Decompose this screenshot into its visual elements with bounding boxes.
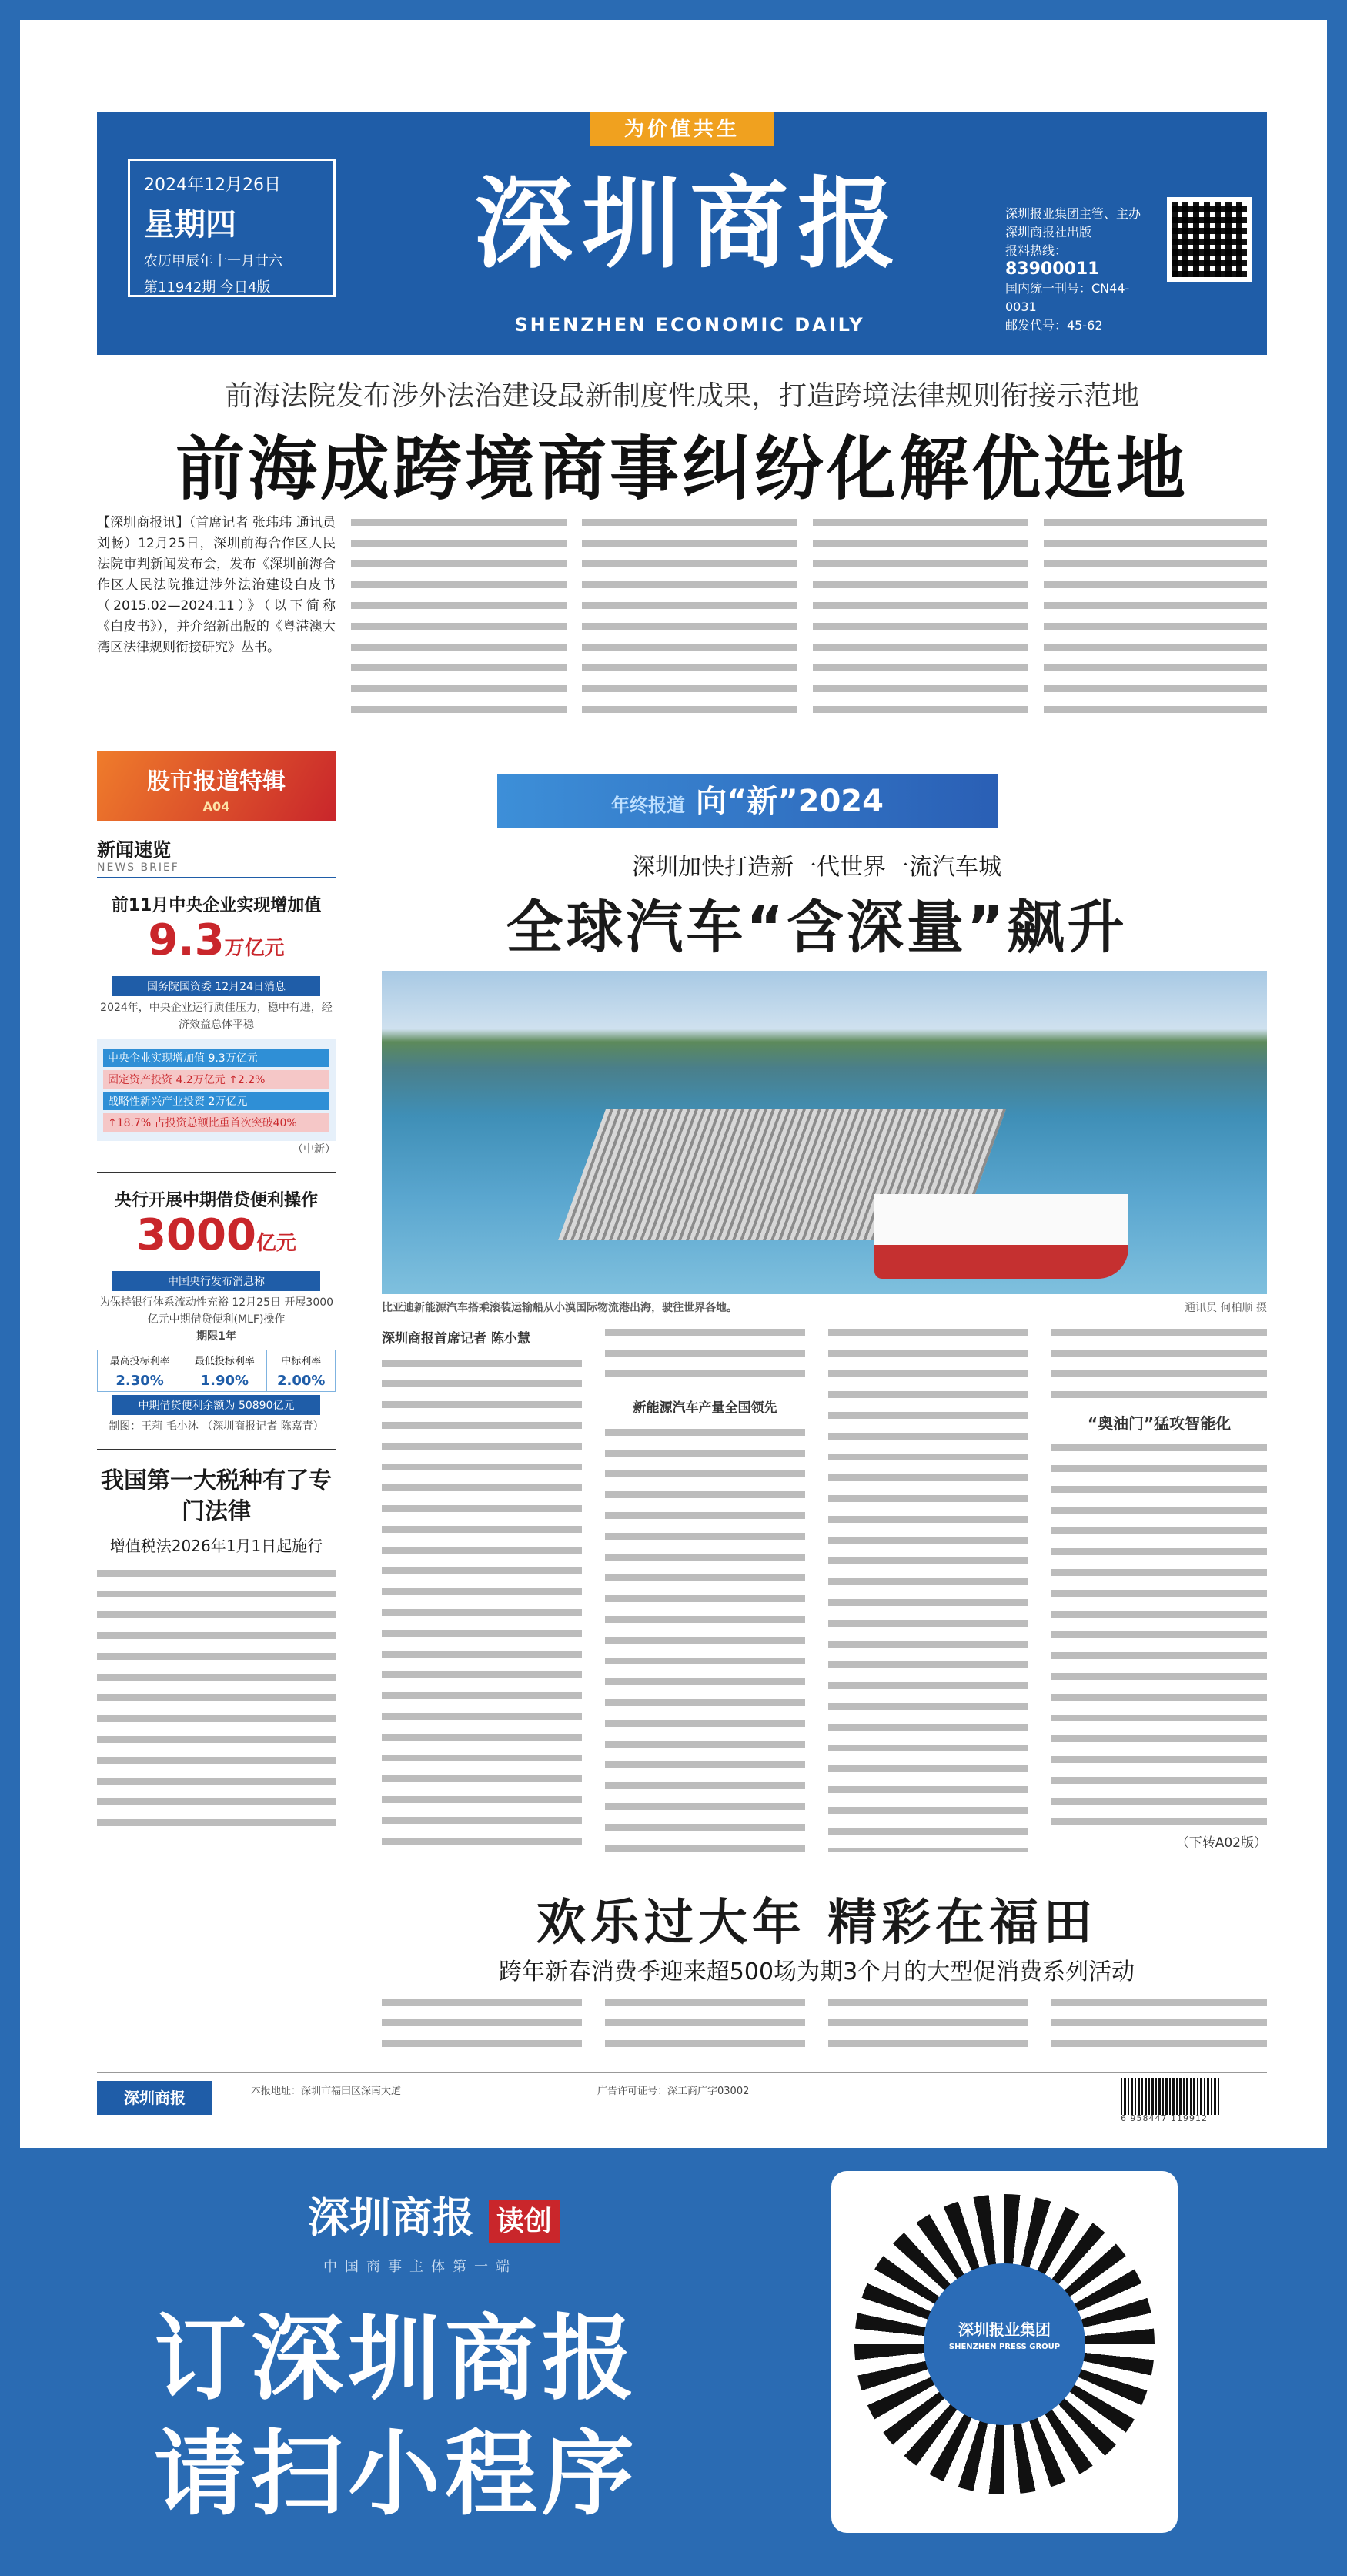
issue-number: 第11942期 今日4版 [144,279,271,296]
promo-call-to-action [154,2302,639,2533]
article-text [813,519,1028,727]
promo-brand: 深圳商报 [308,2193,474,2242]
promo-line: 请扫小程序 [154,2421,639,2528]
mlf-note: 为保持银行体系流动性充裕 12月25日 开展3000亿元中期借贷便利(MLF)操作 [99,1296,334,1326]
news-brief-en: NEWS BRIEF [97,861,179,874]
rate-value: 2.30% [98,1370,182,1392]
qr-label-en: SHENZHEN PRESS GROUP [948,2343,1061,2351]
footer-address: 本报地址：深圳市福田区深南大道 [251,2086,402,2097]
port-photo [382,971,1267,1294]
sme-note: 2024年，中央企业运行质佳压力，稳中有进，经济效益总体平稳 [100,1002,333,1031]
sme-infographic [97,1039,336,1141]
mlf-credit: 制图：王莉 毛小沐 （深圳商报记者 陈嘉青） [109,1420,324,1433]
issue-date: 2024年12月26日 [144,176,281,195]
stock-report-page: A04 [202,799,230,814]
tax-law-headline: 我国第一大税种有了专门法律 [101,1467,332,1525]
mlf-title: 央行开展中期借贷便利操作 [114,1191,318,1210]
section-heading: 新能源汽车产量全国领先 [633,1400,777,1416]
banner-prefix: 年终报道 [611,795,686,816]
mlf-value-number: 3000 [136,1210,256,1260]
lead-headline: 前海成跨境商事纠纷化解优选地 [175,429,1188,510]
mlf-value-unit: 亿元 [256,1232,296,1255]
article-text [382,1360,582,1852]
promo-badge: 读创 [489,2200,560,2243]
infographic-bar: 固定资产投资 4.2万亿元 ↑2.2% [103,1070,329,1089]
footer-license: 广告许可证号：深工商广字03002 [597,2086,750,2097]
article-text [1051,1999,1267,2060]
article-text [828,1999,1028,2060]
newspaper-logo-en: SHENZHEN ECONOMIC DAILY [514,314,865,336]
page-footer [97,2072,1267,2123]
rate-value: 1.90% [182,1370,267,1392]
feature-byline: 深圳商报首席记者 陈小慧 [382,1331,530,1347]
divider [97,1449,336,1450]
weekday: 星期四 [144,207,236,243]
stock-report-label: 股市报道特辑 [147,768,286,795]
phone-number: 83900011 [1005,259,1100,279]
sme-value-title: 前11月中央企业实现增加值 [111,896,322,915]
mlf-term: 期限1年 [196,1330,236,1343]
publisher-line: 深圳商报社出版 [1005,225,1092,239]
ro-ro-ship [874,1194,1128,1279]
qr-center-badge [924,2263,1085,2425]
article-text [1051,1444,1267,1829]
qr-label: 深圳报业集团 [958,2320,1051,2339]
article-text [605,1999,805,2060]
promo-line: 订深圳商报 [154,2306,639,2413]
mini-program-qr[interactable] [831,2171,1178,2533]
section-heading: “奥油门”猛攻智能化 [1087,1414,1232,1433]
article-text [351,519,567,727]
sme-value [97,916,336,973]
lead-subhead: 前海法院发布涉外法治建设最新制度性成果，打造跨境法律规则衔接示范地 [224,380,1139,412]
fest-subhead: 跨年新春消费季迎来超500场为期3个月的大型促消费系列活动 [498,1959,1135,1986]
mlf-value [97,1211,336,1268]
masthead-slogan: 为价值共生 [590,112,774,146]
publisher-info [1005,205,1151,335]
publisher-line: 深圳报业集团主管、主办 [1005,206,1141,221]
feature-headline: 全球汽车“含深量”飙升 [506,895,1128,961]
infographic-bar: 战略性新兴产业投资 2万亿元 [103,1092,329,1110]
rate-value: 2.00% [267,1370,336,1392]
newspaper-page [20,20,1327,2148]
news-brief-title [97,835,336,878]
article-text [828,1329,1028,1852]
rate-table [97,1350,336,1392]
article-text [605,1429,805,1852]
phone-label: 报料热线： [1005,243,1068,258]
photo-caption [382,1300,1267,1315]
lead-intro: 【深圳商报讯】（首席记者 张玮玮 通讯员 刘畅）12月25日，深圳前海合作区人民法院审判新闻发布会，发布《深圳前海合作区人民法院推进涉外法治建设白皮书（2015.02—2024.11）》（以下简称《白皮书》），并介绍新出版的《粤港澳大湾区法律规则衔接研究》丛书。 [97,515,336,655]
cn-number: 国内统一刊号：CN44-0031 [1005,281,1130,314]
left-sidebar [97,751,336,1832]
sme-value-number: 9.3 [148,915,225,965]
barcode-icon [1121,2078,1221,2115]
sme-credit: （中新） [292,1143,336,1156]
news-brief-cn: 新闻速览 [97,839,171,861]
tax-law-subhead: 增值税法2026年1月1日起施行 [109,1537,323,1555]
feature-subhead: 深圳加快打造新一代世界一流汽车城 [632,854,1001,881]
photo-credit: 通讯员 何柏顺 摄 [1185,1302,1267,1314]
rate-label: 最低投标利率 [182,1350,267,1370]
footer-logo: 深圳商报 [97,2081,212,2115]
divider [97,1172,336,1173]
banner-title: 向“新”2024 [696,784,884,819]
newspaper-logo: 深圳商报 [473,166,905,282]
promo-logo [308,2186,631,2248]
date-box [128,159,336,297]
article-text [97,1570,336,1832]
caption-text: 比亚迪新能源汽车搭乘滚装运输船从小漠国际物流港出海，驶往世界各地。 [382,1302,737,1314]
infographic-bar: 中央企业实现增加值 9.3万亿元 [103,1049,329,1067]
lunar-date: 农历甲辰年十一月廿六 [144,253,282,269]
fest-headline: 欢乐过大年 精彩在福田 [536,1895,1098,1952]
masthead [97,112,1267,355]
promo-slogan: 中国商事主体第一端 [323,2259,517,2275]
postal-code: 邮发代号：45-62 [1005,318,1103,333]
article-text [1051,1329,1267,1406]
article-text [582,519,797,727]
article-text [382,1999,582,2060]
article-text [1044,519,1267,727]
rate-label: 中标利率 [267,1350,336,1370]
qr-code-icon[interactable] [1167,197,1252,282]
year-end-banner [497,774,998,828]
rate-label: 最高投标利率 [98,1350,182,1370]
infographic-bar: ↑18.7% 占投资总额比重首次突破40% [103,1113,329,1132]
sme-value-unit: 万亿元 [224,937,285,960]
barcode-number: 6 958447 119912 [1121,2113,1208,2123]
continued-note: （下转A02版） [1175,1835,1267,1851]
sme-source: 国务院国资委 12月24日消息 [112,976,320,996]
stock-report-tag[interactable] [97,751,336,821]
mlf-balance: 中期借贷便利余额为 50890亿元 [112,1395,320,1415]
article-text [605,1329,805,1390]
mlf-source: 中国央行发布消息称 [112,1271,320,1291]
